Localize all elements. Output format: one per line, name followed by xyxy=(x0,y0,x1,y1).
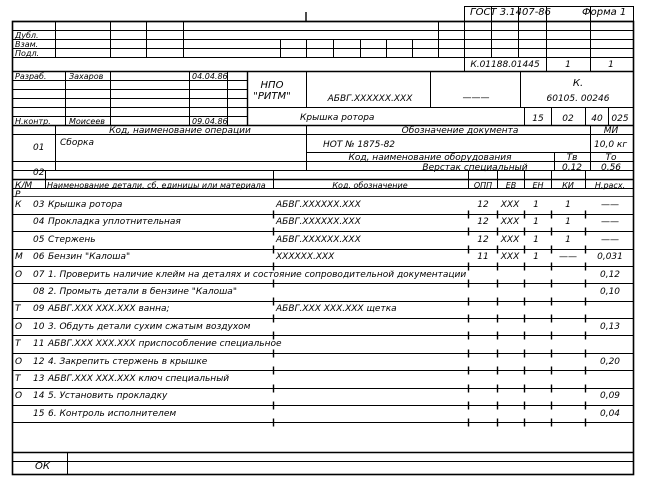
row-prefix: О xyxy=(15,321,23,332)
row-en: 1 xyxy=(533,217,539,228)
row-prefix: О xyxy=(15,391,23,402)
op01-mass: 10,0 кг xyxy=(594,140,628,150)
col-km: К/М xyxy=(15,181,33,191)
row-name: 1. Проверить наличие клейм на деталях и состояние сопроводительной документации xyxy=(48,269,467,280)
col-opp: ОПП xyxy=(473,181,493,190)
row-ki: 1 xyxy=(565,200,571,210)
tv-header: Тв xyxy=(566,153,578,163)
row-prefix: К xyxy=(15,200,22,210)
row-name: 6. Контроль исполнителем xyxy=(48,408,177,419)
row-ev: XXX xyxy=(500,234,520,245)
op02-tv: 0,12 xyxy=(561,163,583,173)
row-nrash: —— xyxy=(601,200,619,210)
form-label: Форма 1 xyxy=(582,7,627,18)
equipment-header: Код, наименование оборудования xyxy=(348,153,512,163)
row-name: 2. Промыть детали в бензине "Калоша" xyxy=(48,287,237,297)
row-number: 15 xyxy=(33,408,45,419)
doc-designation-header: Обозначение документа xyxy=(401,126,519,136)
op01-row-number: 01 xyxy=(33,143,45,153)
row-number: 10 xyxy=(33,321,45,332)
row-prefix: О xyxy=(15,269,23,280)
row-number: 14 xyxy=(33,391,45,402)
col-name: Наименование детали, сб. единицы или материала xyxy=(47,181,266,190)
row-nrash: 0,13 xyxy=(599,321,621,332)
name-norm-control: Моисеев xyxy=(69,117,105,126)
row-number: 06 xyxy=(33,252,45,263)
row-ev: XXX xyxy=(500,217,520,228)
row-number: 09 xyxy=(33,304,45,315)
role-norm-control: Н.контр. xyxy=(15,117,51,126)
op-code-name-header: Код, наименование операции xyxy=(109,126,251,136)
row-name: 5. Установить прокладку xyxy=(48,391,168,402)
podl-label: Подл. xyxy=(15,49,40,58)
part-code-3: 40 xyxy=(591,114,603,124)
row-number: 05 xyxy=(33,234,45,245)
row-code: АБВГ.XXXXXX.XXX xyxy=(276,200,361,210)
row-prefix: Т xyxy=(15,304,21,315)
row-nrash: 0,10 xyxy=(599,287,621,297)
op01-name: Сборка xyxy=(60,138,95,148)
k-code-line1: К. xyxy=(572,78,584,89)
row-opp: 12 xyxy=(477,200,489,210)
row-code: АБВГ.XXXXXX.XXX xyxy=(276,234,361,245)
vzam-label: Взам. xyxy=(15,40,39,49)
row-nrash: 0,09 xyxy=(599,391,621,402)
op02-equipment: Верстак специальный xyxy=(422,163,528,173)
op02-row-number: 02 xyxy=(33,168,45,178)
row-nrash: 0,12 xyxy=(599,269,621,280)
row-number: 08 xyxy=(33,287,45,297)
row-number: 12 xyxy=(33,356,45,367)
row-code: АБВГ.XXX XXX.XXX щетка xyxy=(276,304,397,315)
row-number: 13 xyxy=(33,374,45,384)
row-name: Стержень xyxy=(48,234,96,245)
row-nrash: —— xyxy=(601,217,619,228)
row-ki: 1 xyxy=(565,217,571,228)
row-prefix: Т xyxy=(15,374,21,384)
row-nrash: 0,031 xyxy=(597,252,623,263)
op01-doc: НОТ № 1875-82 xyxy=(323,140,396,150)
date-developer: 04.04.86 xyxy=(192,72,228,81)
row-nrash: 0,20 xyxy=(599,356,621,367)
part-code-1: 15 xyxy=(532,114,544,124)
col-code: Код, обозначение xyxy=(332,181,408,190)
part-code-4: 025 xyxy=(611,114,629,124)
ok-label: ОК xyxy=(35,461,50,472)
row-name: 4. Закрепить стержень в крышке xyxy=(48,356,208,367)
row-opp: 12 xyxy=(477,234,489,245)
role-developer: Разраб. xyxy=(15,72,47,81)
op02-to: 0,56 xyxy=(600,163,622,173)
part-code-2: 02 xyxy=(562,114,574,124)
row-name: Прокладка уплотнительная xyxy=(48,217,181,228)
org-line2: "РИТМ" xyxy=(253,91,291,102)
sheet-number: 1 xyxy=(608,60,614,70)
row-prefix: Т xyxy=(15,339,21,350)
designation-dash: ——— xyxy=(462,93,490,103)
row-en: 1 xyxy=(533,234,539,245)
row-name: Бензин "Калоша" xyxy=(48,252,131,263)
row-name: 3. Обдуть детали сухим сжатым воздухом xyxy=(48,321,251,332)
date-norm-control: 09.04.86 xyxy=(192,117,228,126)
row-name: АБВГ.XXX XXX.XXX приспособление специальное xyxy=(48,339,282,350)
row-en: 1 xyxy=(533,252,539,263)
row-nrash: —— xyxy=(601,234,619,245)
name-developer: Захаров xyxy=(69,72,104,81)
mi-header: МИ xyxy=(603,126,619,136)
dubl-label: Дубл. xyxy=(15,31,39,40)
row-prefix: О xyxy=(15,356,23,367)
row-ki: 1 xyxy=(565,234,571,245)
row-ki: —— xyxy=(559,252,577,263)
row-prefix: М xyxy=(15,252,23,263)
row-name: АБВГ.XXX XXX.XXX ванна; xyxy=(48,304,170,315)
row-nrash: 0,04 xyxy=(599,408,621,419)
col-nrash: Н.расх. xyxy=(594,181,626,190)
col-p: Р xyxy=(15,190,21,200)
col-en: ЕН xyxy=(532,181,544,190)
row-code: XXXXXX.XXX xyxy=(276,252,335,263)
to-header: То xyxy=(605,153,617,163)
part-name: Крышка ротора xyxy=(300,113,375,123)
row-name: АБВГ.XXX XXX.XXX ключ специальный xyxy=(48,374,230,384)
gost-label: ГОСТ 3.1407-86 xyxy=(470,7,552,18)
col-ki: КИ xyxy=(562,181,574,190)
col-ev: ЕВ xyxy=(505,181,517,190)
row-en: 1 xyxy=(533,200,539,210)
doc-code: К.01188.01445 xyxy=(470,60,540,70)
org-line1: НПО xyxy=(260,80,284,91)
row-opp: 11 xyxy=(477,252,489,263)
row-ev: XXX xyxy=(500,252,520,263)
row-number: 04 xyxy=(33,217,45,228)
row-number: 03 xyxy=(33,200,45,210)
row-number: 11 xyxy=(33,339,45,350)
row-number: 07 xyxy=(33,269,45,280)
sheet-total: 1 xyxy=(565,60,571,70)
designation: АБВГ.XXXXXX.XXX xyxy=(327,94,413,104)
row-ev: XXX xyxy=(500,200,520,210)
row-opp: 12 xyxy=(477,217,489,228)
row-code: АБВГ.XXXXXX.XXX xyxy=(276,217,361,228)
row-name: Крышка ротора xyxy=(48,200,123,210)
k-code-line2: 60105. 00246 xyxy=(546,94,610,104)
